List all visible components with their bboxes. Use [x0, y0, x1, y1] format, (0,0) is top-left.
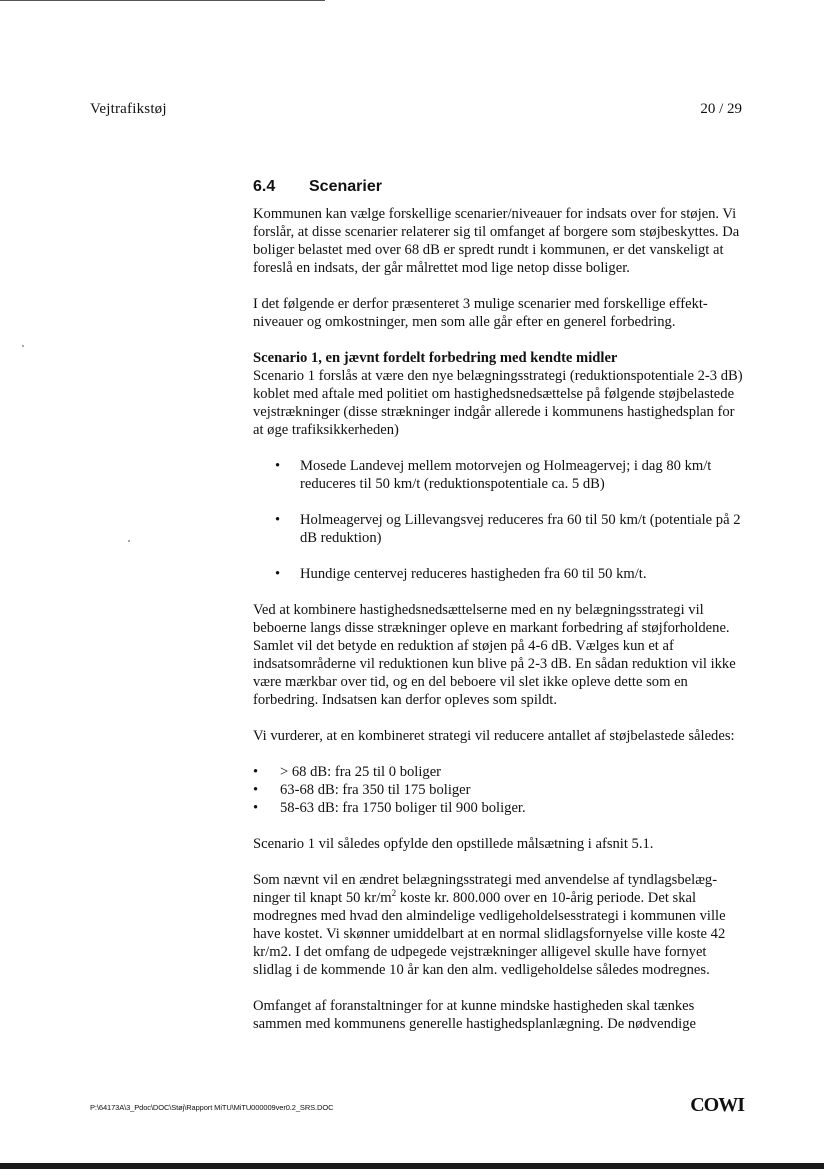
scan-speck — [128, 540, 130, 542]
paragraph — [253, 871, 743, 979]
page-number: 20 / 29 — [700, 101, 742, 117]
section-title: Scenarier — [309, 178, 382, 195]
scenario-heading: Scenario 1, en jævnt fordelt forbedring med kendte midler — [253, 350, 618, 366]
paragraph: Omfanget af foranstaltninger for at kunne mindske hastigheden skal tænkes sammen med kommunens generelle hastighedsplanlægning. De nødvendige — [253, 998, 696, 1032]
scan-edge-bottom — [0, 1163, 824, 1169]
list-item: • > 68 dB: fra 25 til 0 boliger — [253, 763, 743, 781]
list-item: • 63-68 dB: fra 350 til 175 boliger — [253, 781, 743, 799]
list-item: • 58-63 dB: fra 1750 boliger til 900 boliger. — [253, 799, 743, 817]
running-header-title: Vejtrafikstøj — [90, 101, 167, 117]
paragraph: Kommunen kan vælge forskellige scenarier/niveauer for indsats over for støjen. Vi forslår, at disse scenarier relaterer sig til omfanget af borgere som støjbeskyttes. Da boliger belastet med over 68 dB er spredt rundt i kommunen, er det vanskeligt at foreslå en indsats, der går målrettet mod lige netop disse boliger. — [253, 206, 740, 276]
db-list — [253, 763, 743, 817]
list-item: • Holmeagervej og Lillevangsvej reduceres fra 60 til 50 km/t (potentiale på 2 dB reduktion) — [253, 511, 743, 547]
paragraph: Ved at kombinere hastighedsnedsættelserne med en ny belægningsstrategi vil beboerne langs disse strækninger opleve en markant forbedring af støjforholdene. Samlet vil det betyde en reduktion af støjen på 4-6 dB. Vælges kun et af indsatsområderne vil reduktionen kun blive på 2-3 dB. En sådan reduktion vil ikke være mærkbar over tid, og en del beboere vil slet ikke opleve dette som en forbedring. Indsatsen kan derfor opleves som spildt. — [253, 602, 736, 708]
section-heading — [253, 178, 382, 196]
text-run: Som nævnt vil en ændret belægningsstrategi med anvendelse af tyndlagsbelægninger til knapt 50 kr/m — [253, 872, 718, 906]
superscript: 2 — [391, 888, 397, 899]
text-run: koste kr. 800.000 over en 10-årig periode. Det skal modregnes med hvad den almindelige vedligeholdelsesstrategi i kommunen ville have kostet. Vi skønner umiddelbart at en normal slidlagsfornyelse ville koste 42 kr/m2. I det omfang de udpegede vejstrækninger alligevel skulle have fornyet slidlag i de kommende 10 år kan den alm. vedligeholdelse således modregnes. — [253, 890, 726, 978]
paragraph: I det følgende er derfor præsenteret 3 mulige scenarier med forskellige effektniveauer og omkostninger, men som alle går efter en generel forbedring. — [253, 296, 708, 330]
body-text — [253, 205, 743, 1033]
paragraph: Scenario 1 forslås at være den nye belægningsstrategi (reduktionspotentiale 2-3 dB) koblet med aftale med politiet om hastighedsnedsættelse på følgende støjbelastede vejstrækninger (disse strækninger indgår allerede i kommunens hastighedsplan for at øge trafiksikkerheden) — [253, 368, 743, 438]
paragraph: Vi vurderer, at en kombineret strategi vil reducere antallet af støjbelastede således: — [253, 728, 735, 744]
scan-speck — [22, 345, 24, 347]
file-path: P:\64173A\3_Pdoc\DOC\Støj\Rapport MiTU\MiTU000009ver0.2_SRS.DOC — [90, 1103, 334, 1112]
road-list — [253, 457, 743, 583]
paragraph: Scenario 1 vil således opfylde den opstillede målsætning i afsnit 5.1. — [253, 836, 654, 852]
scan-edge-top — [0, 0, 325, 1]
section-number: 6.4 — [253, 178, 276, 195]
list-item: • Mosede Landevej mellem motorvejen og Holmeagervej; i dag 80 km/t reduceres til 50 km/t (reduktionspotentiale ca. 5 dB) — [253, 457, 743, 493]
cowi-logo: COWI — [690, 1094, 744, 1116]
list-item: • Hundige centervej reduceres hastigheden fra 60 til 50 km/t. — [253, 565, 743, 583]
